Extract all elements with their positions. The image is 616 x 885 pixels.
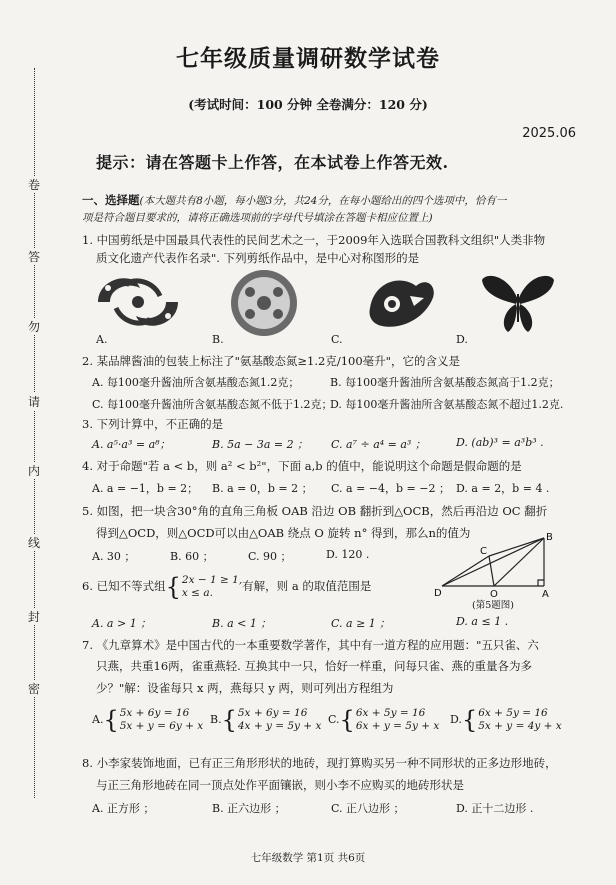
q5-option-b: B. 60 ；: [170, 550, 214, 563]
fig-label-o: O: [490, 589, 498, 600]
q4-option-d: D. a = 2，b = 4 .: [456, 482, 550, 495]
q3-option-c: C. a⁷ ÷ a⁴ = a³ ；: [331, 438, 426, 451]
brace-icon: {: [339, 706, 355, 734]
fig-caption: (第5题图): [472, 600, 514, 610]
q2-option-a: A. 每100毫升酱油所含氨基酸态氮1.2克；: [92, 376, 300, 389]
section-desc-2: 项是符合题目要求的，请将正确选项前的字母代号填涂在答题卡相应位置上): [82, 212, 433, 224]
q7-option-a: [92, 706, 203, 734]
margin-char: 线: [27, 536, 40, 550]
q7-d-eq2: 5x + y = 4y + x: [478, 720, 562, 732]
q7-option-b: [210, 706, 321, 734]
answer-tip: 提示：请在答题卡上作答，在本试卷上作答无效.: [96, 153, 449, 172]
q7-line1: 7. 《九章算术》是中国古代的一本重要数学著作，其中有一道方程的应用题："五只雀、六: [82, 638, 539, 652]
q7-line3: 少？"解：设雀每只 x 两，燕每只 y 两，则可列出方程组为: [96, 681, 394, 695]
section-heading-line: [82, 192, 506, 209]
q7-option-c-label: C.: [328, 713, 340, 726]
q1-line2: 质文化遗产代表作名录". 下列剪纸作品中，是中心对称图形的是: [96, 251, 420, 265]
paper-cut-dragon-image: [362, 268, 442, 338]
exam-info: (考试时间：100 分钟 全卷满分：120 分): [188, 97, 428, 112]
fig-label-b: B: [546, 532, 553, 543]
q4-option-a: A. a = −1，b = 2；: [92, 482, 199, 495]
page-title: 七年级质量调研数学试卷: [176, 45, 440, 72]
q8-option-a: A. 正方形 ；: [92, 802, 155, 815]
q6-eq1: 2x − 1 ≥ 1,: [181, 574, 243, 586]
q4-line1: 4. 对于命题"若 a < b，则 a² < b²"，下面 a,b 的值中，能说明这个命题是假命题的是: [82, 459, 522, 473]
brace-icon: {: [103, 706, 119, 734]
section-heading: 一、选择题: [82, 193, 140, 207]
brace-icon: {: [221, 706, 237, 734]
fig-label-d: D: [434, 588, 442, 599]
q1-option-b: B.: [212, 333, 224, 346]
paper-cut-fish-image: [88, 268, 188, 336]
q7-a-eq1: 5x + 6y = 16: [119, 707, 190, 719]
q7-line2: 只燕，共重16两，雀重燕轻. 互换其中一只，恰好一样重，问每只雀、燕的重量各为多: [96, 659, 532, 673]
q5-line1: 5. 如图，把一块含30°角的直角三角板 OAB 沿边 OB 翻折到△OCB，然后再沿边 OC 翻折: [82, 504, 548, 518]
q5-triangle-figure: [432, 530, 562, 610]
q1-option-c: C.: [331, 333, 343, 346]
q2-option-b: B. 每100毫升酱油所含氨基酸态氮高于1.2克；: [330, 376, 560, 389]
q7-c-eq2: 6x + y = 5y + x: [355, 720, 440, 732]
margin-char: 内: [27, 464, 40, 478]
q7-option-d: [450, 706, 562, 734]
brace-icon: {: [165, 573, 181, 601]
margin-char: 答: [27, 250, 40, 264]
q5-option-d: D. 120 .: [326, 548, 370, 561]
q5-option-a: A. 30 ；: [92, 550, 136, 563]
q7-b-eq1: 5x + 6y = 16: [237, 707, 308, 719]
exam-date: 2025.06: [522, 126, 576, 141]
q6-line1: [82, 573, 371, 601]
margin-char: 封: [27, 610, 40, 624]
q7-b-eq2: 4x + y = 5y + x: [237, 720, 322, 732]
margin-char: 卷: [27, 178, 40, 192]
paper-cut-circle-image: [228, 268, 300, 338]
q6-option-b: B. a < 1 ；: [212, 617, 272, 630]
q7-option-b-label: B.: [210, 713, 222, 726]
q8-line2: 与正三角形地砖在同一顶点处作平面镶嵌，则小李不应购买的地砖形状是: [96, 778, 464, 792]
q7-c-eq1: 6x + 5y = 16: [355, 707, 426, 719]
brace-icon: {: [461, 706, 478, 734]
q8-line1: 8. 小李家装饰地面，已有正三角形形状的地砖，现打算购买另一种不同形状的正多边形地砖，: [82, 756, 557, 770]
q6-suffix: 有解，则 a 的取值范围是: [242, 579, 372, 593]
margin-char: 请: [27, 395, 40, 409]
margin-char: 勿: [27, 320, 40, 334]
q5-option-c: C. 90 ；: [248, 550, 292, 563]
q3-option-d: D. (ab)³ = a³b³ .: [456, 436, 544, 449]
q2-option-c: C. 每100毫升酱油所含氨基酸态氮不低于1.2克；: [92, 398, 333, 411]
q6-option-c: C. a ≥ 1 ；: [331, 617, 391, 630]
q3-option-b: B. 5a − 3a = 2 ；: [212, 438, 309, 451]
q8-option-c: C. 正八边形 ；: [331, 802, 405, 815]
q7-a-eq2: 5x + y = 6y + x: [119, 720, 204, 732]
q6-eq2: x ≤ a.: [181, 587, 213, 599]
fig-label-a: A: [542, 589, 549, 600]
q8-option-d: D. 正十二边形 .: [456, 802, 534, 815]
page-footer: 七年级数学 第1页 共6页: [250, 852, 366, 864]
q1-option-d: D.: [456, 333, 468, 346]
fig-label-c: C: [480, 546, 487, 557]
q6-option-d: D. a ≤ 1 .: [456, 615, 509, 628]
q4-option-c: C. a = −4，b = −2 ；: [331, 482, 450, 495]
q7-option-c: [328, 706, 439, 734]
q3-line1: 3. 下列计算中，不正确的是: [82, 417, 224, 431]
q6-option-a: A. a > 1 ；: [92, 617, 152, 630]
q1-line1: 1. 中国剪纸是中国最具代表性的民间艺术之一，于2009年入选联合国教科文组织"人类非物: [82, 233, 546, 247]
q2-option-d: D. 每100毫升酱油所含氨基酸态氮不超过1.2克.: [330, 398, 564, 411]
q1-option-a: A.: [96, 333, 108, 346]
q6-prefix: 6. 已知不等式组: [82, 579, 166, 593]
q3-option-a: A. a⁵·a³ = a⁸；: [92, 438, 171, 451]
margin-char: 密: [27, 682, 40, 696]
q7-option-d-label: D.: [450, 713, 462, 726]
q4-option-b: B. a = 0，b = 2 ；: [212, 482, 313, 495]
q5-line2: 得到△OCD，则△OCD可以由△OAB 绕点 O 旋转 n° 得到，那么n的值为: [96, 526, 471, 540]
q2-line1: 2. 某品牌酱油的包装上标注了"氨基酸态氮≥1.2克/100毫升"，它的含义是: [82, 354, 460, 368]
q7-d-eq1: 6x + 5y = 16: [478, 707, 548, 719]
section-desc-1: (本大题共有8小题，每小题3分，共24分，在每小题给出的四个选项中，恰有一: [139, 195, 507, 207]
paper-cut-butterfly-image: [478, 270, 558, 336]
q8-option-b: B. 正六边形 ；: [212, 802, 286, 815]
q7-option-a-label: A.: [92, 713, 104, 726]
